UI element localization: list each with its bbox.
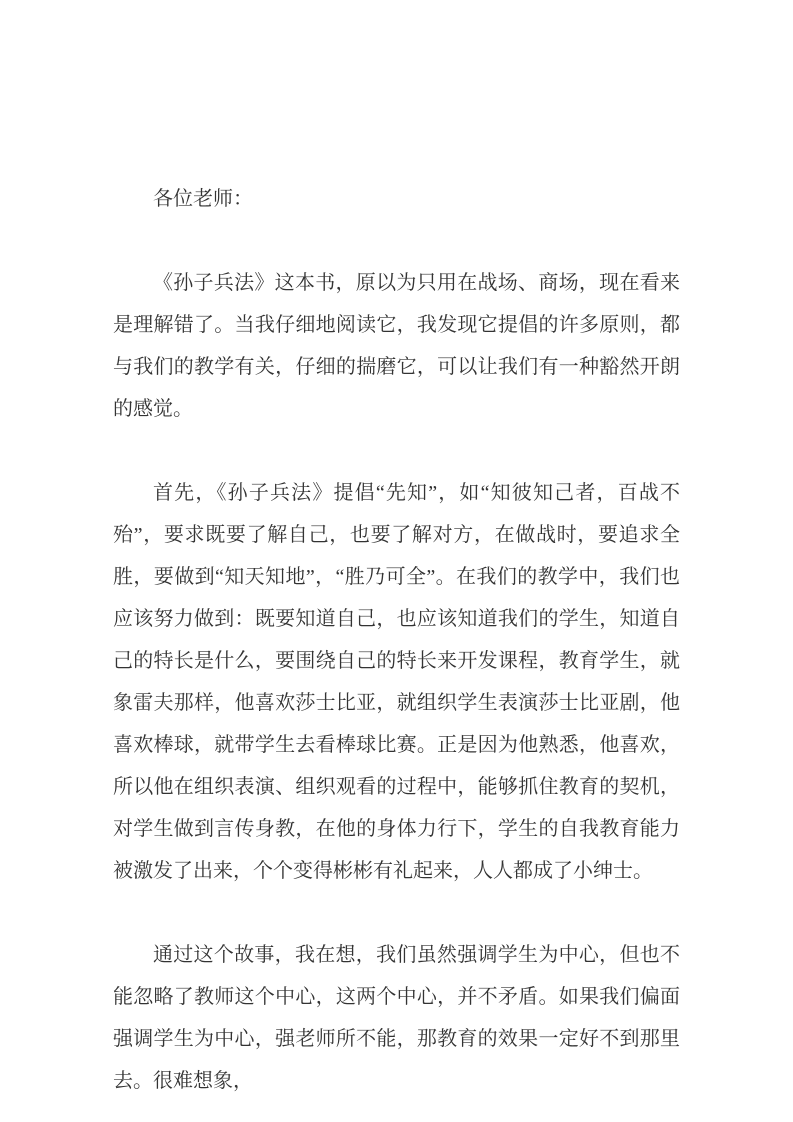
paragraph-2: 首先，《孙子兵法》提倡“先知”，如“知彼知己者，百战不殆”，要求既要了解自己，也要了解对方，在做战时，要追求全胜，要做到“知天知地”，“胜乃可全”。在我们的教学中，我们也应该努力做到：既要知道自己，也应该知道我们的学生，知道自己的特长是什么，要围绕自己的特长来开发课程，教育学生，就象雷夫那样，他喜欢莎士比亚，就组织学生表演莎士比亚剧，他喜欢棒球，就带学生去看棒球比赛。正是因为他熟悉，他喜欢，所以他在组织表演、组织观看的过程中，能够抓住教育的契机，对学生做到言传身教，在他的身体力行下，学生的自我教育能力被激发了出来，个个变得彬彬有礼起来，人人都成了小绅士。 (113, 482, 680, 882)
salutation: 各位老师： (153, 188, 253, 210)
document-body (113, 178, 680, 1122)
paragraph-1: 《孙子兵法》这本书，原以为只用在战场、商场，现在看来是理解错了。当我仔细地阅读它，我发现它提倡的许多原则，都与我们的教学有关，仔细的揣磨它，可以让我们有一种豁然开朗的感觉。 (113, 272, 680, 420)
paragraph-3: 通过这个故事，我在想，我们虽然强调学生为中心，但也不能忽略了教师这个中心，这两个中心，并不矛盾。如果我们偏面强调学生为中心，强老师所不能，那教育的效果一定好不到那里去。很难想象， (113, 944, 680, 1092)
